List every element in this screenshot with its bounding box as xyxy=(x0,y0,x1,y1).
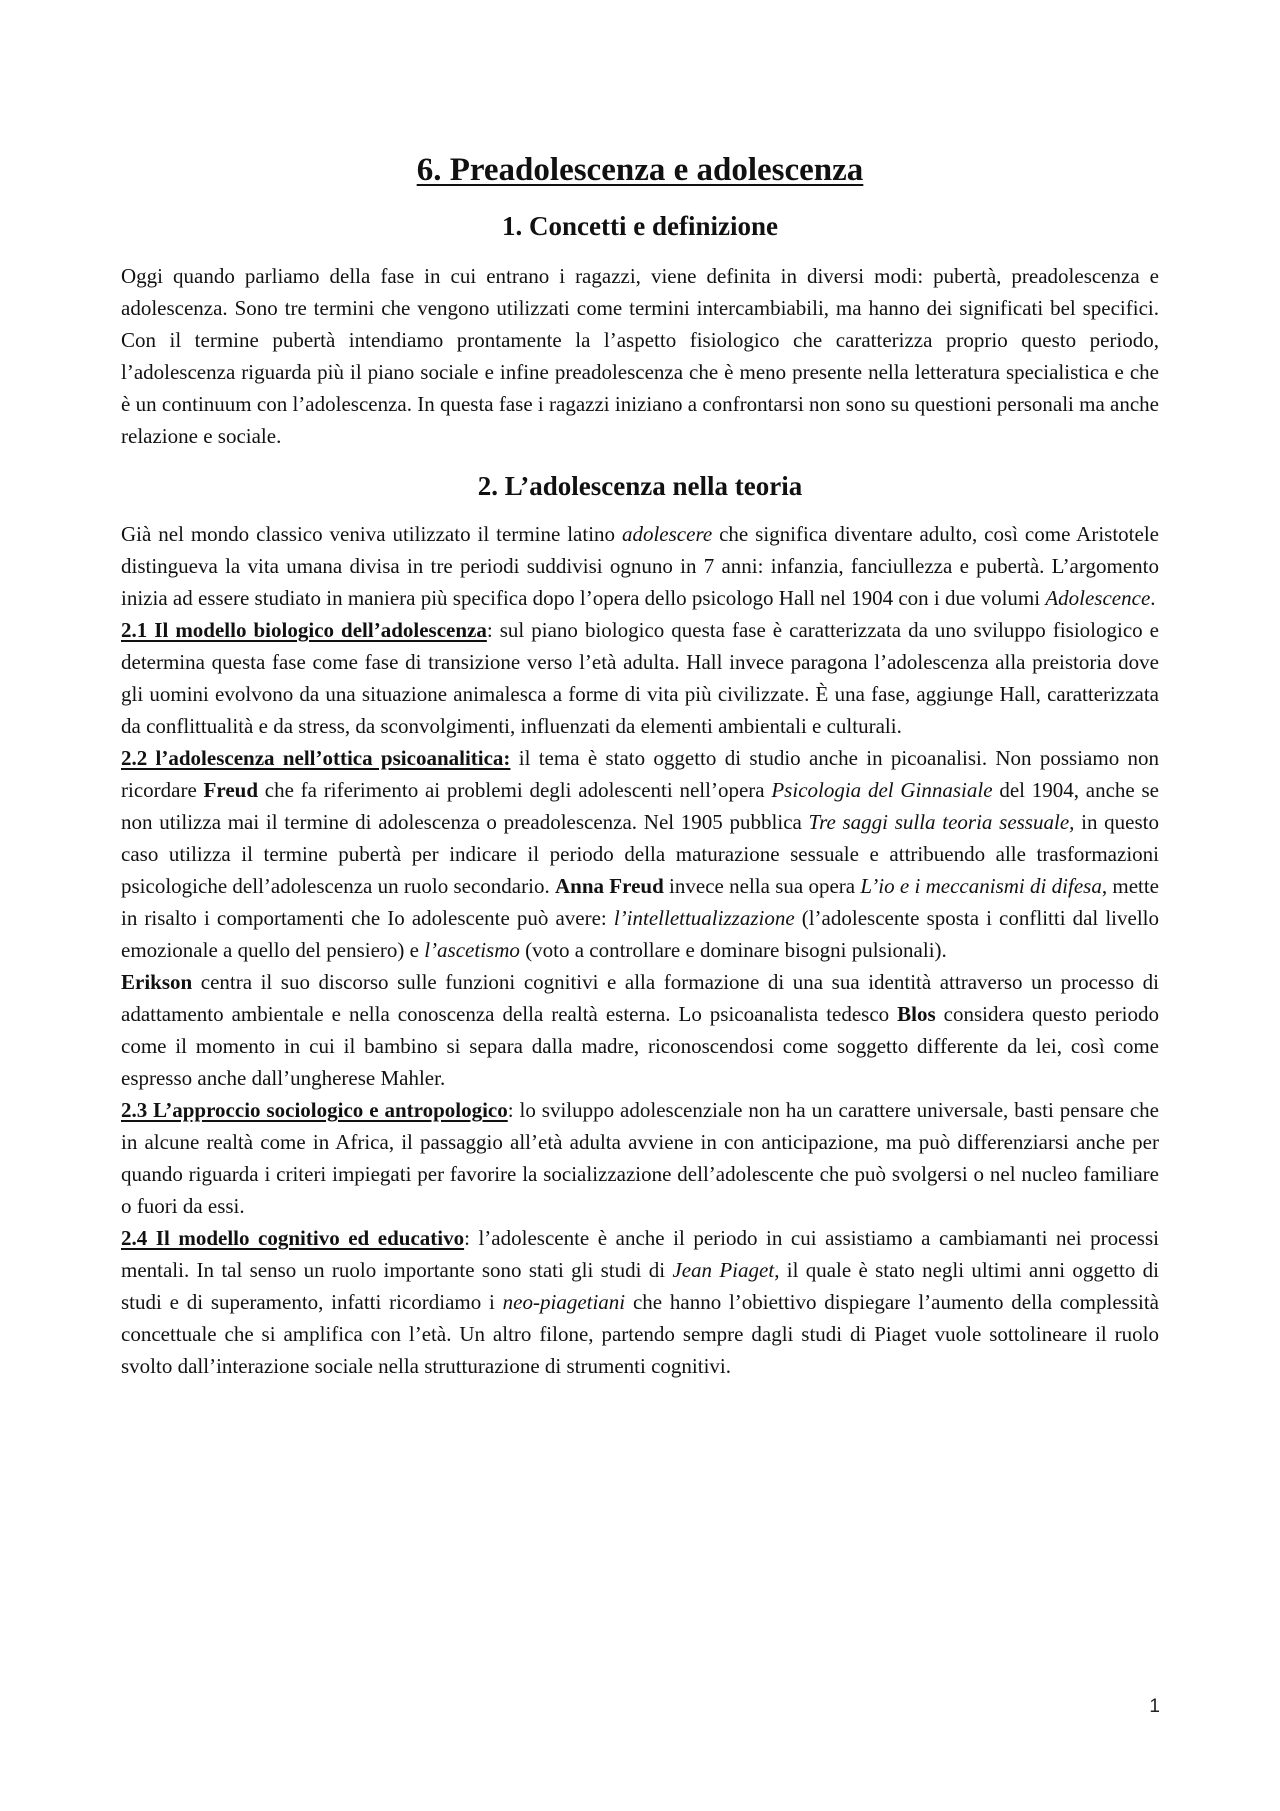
text-run: , il quale è stato negli ultimi anni oggetto di studi e di superamento, infatti ricordiamo i xyxy=(121,1258,1159,1314)
author-name: Anna Freud xyxy=(555,874,664,898)
work-title: L’io e i meccanismi di difesa xyxy=(860,874,1102,898)
work-title: Tre saggi sulla teoria sessuale, xyxy=(808,810,1075,834)
text-run: che hanno l’obiettivo dispiegare l’aumento della complessità concettuale che si amplifica con l’età. Un altro filone, partendo sempre dagli studi di Piaget vuole sottolineare il ruolo svolto dall’interazione sociale nella strutturazione di strumenti cognitivi. xyxy=(121,1290,1159,1378)
text-run: . xyxy=(1150,586,1156,610)
subsection-2-4-paragraph xyxy=(121,1222,1159,1382)
subsection-2-1-paragraph xyxy=(121,614,1159,742)
subsection-2-2-paragraph xyxy=(121,742,1159,966)
book-title: Adolescence xyxy=(1045,586,1151,610)
page-number: 1 xyxy=(1149,1696,1160,1717)
subsection-2-4-label: 2.4 Il modello cognitivo ed educativo xyxy=(121,1226,465,1250)
text-run: il tema è stato oggetto di studio anche in picoanalisi. Non possiamo non ricordare xyxy=(121,746,1159,802)
document-body xyxy=(121,148,1159,1382)
text-run: , mette in risalto i comportamenti che Io adolescente può avere: xyxy=(121,874,1160,930)
author-name: Freud xyxy=(203,778,258,802)
text-run: Già nel mondo classico veniva utilizzato il termine latino xyxy=(121,522,622,546)
text-run: centra il suo discorso sulle funzioni cognitivi e alla formazione di una sua identità attraverso un processo di adattamento ambientale e nella conoscenza della realtà esterna. Lo psicoanalista tedesco xyxy=(121,970,1159,1026)
erikson-paragraph xyxy=(121,966,1159,1094)
text-run: che fa riferimento ai problemi degli adolescenti nell’opera xyxy=(258,778,772,802)
author-name: Blos xyxy=(897,1002,936,1026)
latin-term: adolescere xyxy=(621,522,713,546)
text-run: in questo caso utilizza il termine pubertà per indicare il periodo della maturazione sessuale e attribuendo alle trasformazioni psicologiche dell’adolescenza un ruolo secondario. xyxy=(121,810,1159,898)
subsection-2-1-label: 2.1 Il modello biologico dell’adolescenza xyxy=(121,618,487,642)
author-name: Jean Piaget xyxy=(672,1258,775,1282)
term: l’ascetismo xyxy=(424,938,520,962)
text-run: : lo sviluppo adolescenziale non ha un carattere universale, basti pensare che in alcune realtà come in Africa, il passaggio all’età adulta avviene in con anticipazione, ma può differenziarsi anche per quando riguarda i criteri impiegati per favorire la socializzazione dell’adolescente che può svolgersi o nel nucleo familiare o fuori da essi. xyxy=(121,1098,1159,1218)
text-run: considera questo periodo come il momento in cui il bambino si separa dalla madre, riconoscendosi come soggetto differente da lei, così come espresso anche dall’ungherese Mahler. xyxy=(121,1002,1159,1090)
section-2-heading: 2. L’adolescenza nella teoria xyxy=(477,471,803,501)
author-name: Erikson xyxy=(121,970,193,994)
chapter-title: 6. Preadolescenza e adolescenza xyxy=(416,152,864,188)
term: l’intellettualizzazione xyxy=(613,906,795,930)
work-title: Psicologia del Ginnasiale xyxy=(771,778,993,802)
text-run: del 1904, anche se non utilizza mai il termine di adolescenza o preadolescenza. Nel 1905 pubblica xyxy=(121,778,1159,834)
text-run: : l’adolescente è anche il periodo in cui assistiamo a cambiamanti nei processi mentali. In tal senso un ruolo importante sono stati gli studi di xyxy=(121,1226,1159,1282)
text-run: invece nella sua opera xyxy=(663,874,861,898)
term: neo-piagetiani xyxy=(502,1290,626,1314)
section-1-paragraph: Oggi quando parliamo della fase in cui entrano i ragazzi, viene definita in diversi modi: pubertà, preadolescenza e adolescenza. Sono tre termini che vengono utilizzati come termini intercambiabili, ma hanno dei significati bel specifici. Con il termine pubertà intendiamo prontamente la l’aspetto fisiologico che caratterizza proprio questo periodo, l’adolescenza riguarda più il piano sociale e infine preadolescenza che è meno presente nella letteratura specialistica e che è un continuum con l’adolescenza. In questa fase i ragazzi iniziano a confrontarsi non sono su questioni personali ma anche relazione e sociale. xyxy=(121,264,1159,448)
text-run: (voto a controllare e dominare bisogni pulsionali). xyxy=(519,938,947,962)
subsection-2-2-label: 2.2 l’adolescenza nell’ottica psicoanalitica: xyxy=(121,746,511,770)
text-run: (l’adolescente sposta i conflitti dal livello emozionale a quello del pensiero) e xyxy=(121,906,1159,962)
section-1-heading: 1. Concetti e definizione xyxy=(502,211,778,241)
text-run: che significa diventare adulto, così come Aristotele distingueva la vita umana divisa in tre periodi suddivisi ognuno in 7 anni: infanzia, fanciullezza e pubertà. L’argomento inizia ad essere studiato in maniera più specifica dopo l’opera dello psicologo Hall nel 1904 con i due volumi xyxy=(121,522,1159,610)
subsection-2-3-label: 2.3 L’approccio sociologico e antropologico xyxy=(121,1098,508,1122)
subsection-2-3-paragraph xyxy=(121,1094,1159,1222)
section-2-intro-paragraph xyxy=(121,518,1159,614)
text-run: : sul piano biologico questa fase è caratterizzata da uno sviluppo fisiologico e determina questa fase come fase di transizione verso l’età adulta. Hall invece paragona l’adolescenza alla preistoria dove gli uomini evolvono da una situazione animalesca a forme di vita più civilizzate. È una fase, aggiunge Hall, caratterizzata da conflittualità e da stress, da sconvolgimenti, influenzati da elementi ambientali e culturali. xyxy=(121,618,1160,738)
